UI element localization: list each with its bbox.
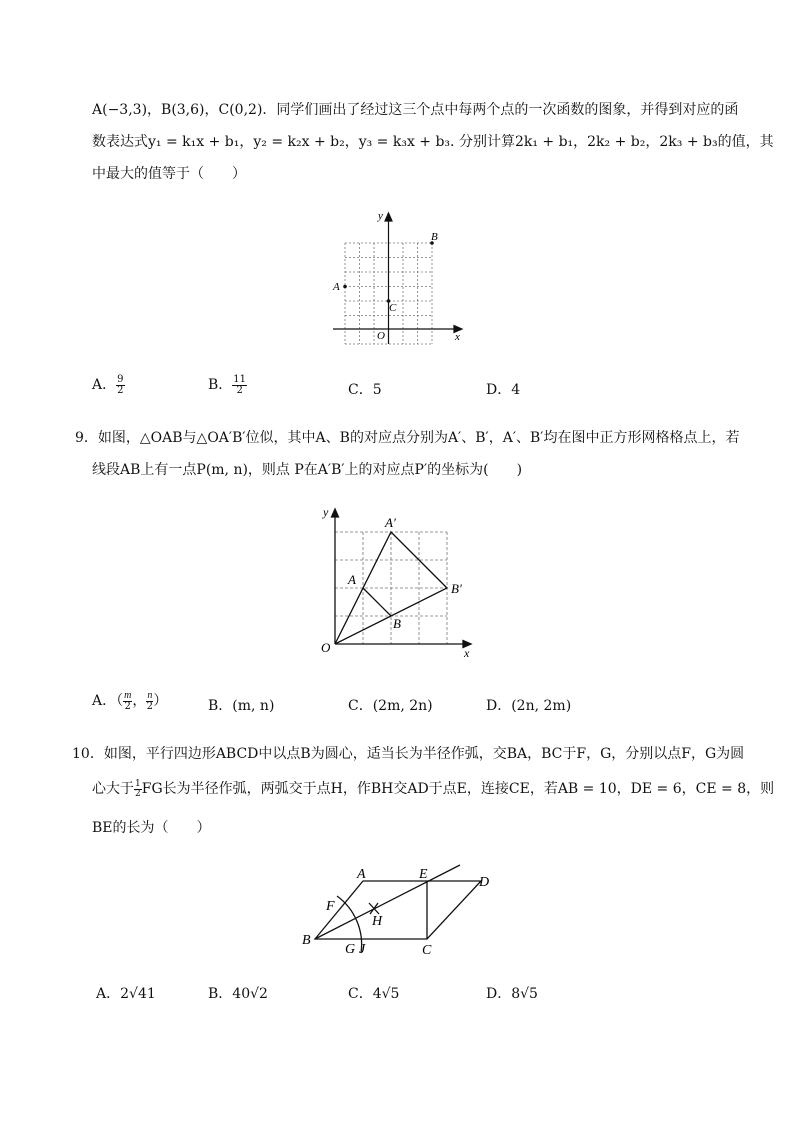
- q10-option-a[interactable]: A．2√41: [96, 986, 156, 1002]
- q9-point-a-label: A: [348, 572, 356, 587]
- q9-point-b-prime-label: B′: [451, 581, 462, 596]
- q10-point-g-label: G: [345, 942, 356, 957]
- q9-option-a-frac-m: $\frac{m}{2}$: [124, 689, 132, 712]
- q8-point-b-label: B: [431, 231, 438, 243]
- q9-option-b[interactable]: B．(m, n): [208, 698, 275, 714]
- q8-y-axis-label: y: [378, 210, 383, 222]
- q9-option-a[interactable]: A．（ $\frac{m}{2}$ ， $\frac{n}{2}$ ）: [92, 689, 168, 712]
- q9-option-a-frac-n: $\frac{n}{2}$: [146, 689, 154, 712]
- q10-text-line-3: BE的长为（ ）: [92, 820, 211, 836]
- q10-point-j-label: J: [359, 942, 366, 957]
- q8-text-line-3: 中最大的值等于（ ）: [92, 166, 246, 182]
- q10-point-c-label: C: [422, 943, 432, 958]
- q10-option-d[interactable]: D．8√5: [486, 986, 538, 1002]
- q9-text-line-1: 9．如图，△OAB与△OA′B′位似，其中A、B的对应点分别为A′、B′，A′、B′均在图中正方形网格格点上，若: [75, 430, 740, 446]
- q9-y-axis-label: y: [323, 505, 329, 519]
- q10-text-line-2: 心大于 $\frac{1}{2}$ FG长为半径作弧，两弧交于点H，作BH交AD于点E，连接CE，若AB = 10，DE = 6，CE = 8，则: [92, 778, 775, 799]
- q9-text-line-2: 线段AB上有一点P(m, n)，则点 P在A′B′上的对应点P′的坐标为( ): [92, 462, 523, 478]
- q10-option-b[interactable]: B．40√2: [208, 986, 268, 1002]
- q8-point-a-label: A: [333, 281, 340, 293]
- q10-point-f-label: F: [326, 899, 335, 914]
- q8-point-c-label: C: [389, 302, 397, 314]
- q10-point-b-label: B: [302, 933, 311, 948]
- q8-option-a-fraction: $\frac{9}{2}$: [117, 373, 124, 396]
- q10-point-e-label: E: [419, 867, 428, 882]
- q10-point-h-label: H: [372, 914, 383, 929]
- q9-point-b-label: B: [393, 616, 401, 631]
- q8-origin-label: O: [377, 330, 385, 342]
- q8-option-a[interactable]: [92, 374, 125, 396]
- q8-option-b-fraction: $\frac{11}{2}$: [233, 373, 247, 396]
- q8-option-c[interactable]: C．5: [348, 382, 382, 398]
- q8-text-line-1: A(−3,3)，B(3,6)，C(0,2)．同学们画出了经过这三个点中每两个点的一次函数的图象，并得到对应的函: [92, 102, 739, 118]
- q9-similarity-figure: [315, 500, 480, 660]
- q8-option-a-prefix: A．: [92, 377, 117, 393]
- q9-option-a-prefix: A．（: [92, 693, 124, 709]
- q8-text-line-2: 数表达式y₁ = k₁x + b₁，y₂ = k₂x + b₂，y₃ = k₃x + b₃. 分别计算2k₁ + b₁，2k₂ + b₂，2k₃ + b₃的值，其: [92, 134, 774, 150]
- q9-point-a-prime-label: A′: [385, 515, 396, 530]
- q10-point-d-label: D: [479, 875, 490, 890]
- q8-option-b-prefix: B．: [208, 377, 233, 393]
- q9-origin-label: O: [321, 640, 331, 655]
- q8-option-d[interactable]: D．4: [486, 382, 521, 398]
- q8-coordinate-figure: [325, 208, 470, 348]
- q10-text-line-1: 10．如图，平行四边形ABCD中以点B为圆心，适当长为半径作弧，交BA，BC于F，G，分别以点F，G为圆: [72, 746, 745, 762]
- q10-half-fraction: $\frac{1}{2}$: [135, 778, 141, 799]
- q10-option-c[interactable]: C．4√5: [348, 986, 400, 1002]
- q8-x-axis-label: x: [455, 331, 460, 343]
- q8-option-b[interactable]: [208, 374, 247, 396]
- q9-x-axis-label: x: [464, 646, 470, 660]
- q9-option-d[interactable]: D．(2n, 2m): [486, 698, 572, 714]
- q10-point-a-label: A: [357, 867, 366, 882]
- q9-option-c[interactable]: C．(2m, 2n): [348, 698, 433, 714]
- q10-parallelogram-figure: [298, 860, 508, 960]
